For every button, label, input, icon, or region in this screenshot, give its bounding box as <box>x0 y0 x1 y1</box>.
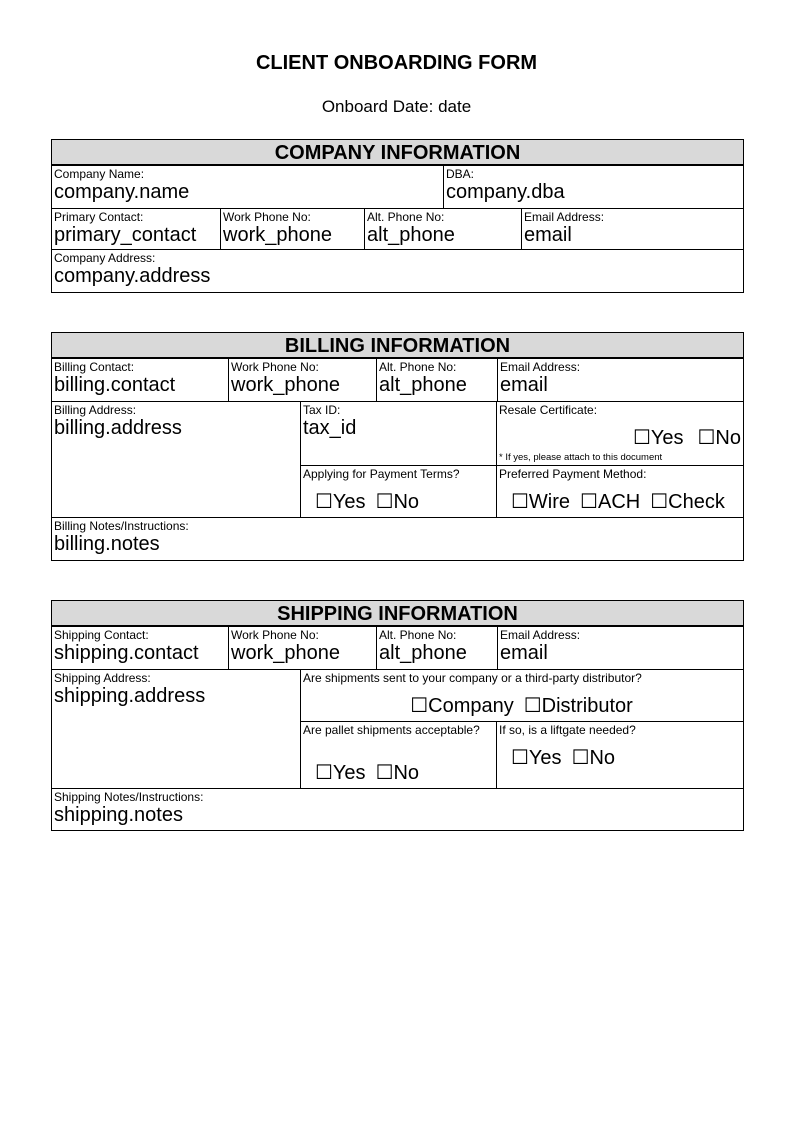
company-section-header: COMPANY INFORMATION <box>52 140 743 166</box>
company-alt-phone-value: alt_phone <box>367 224 455 246</box>
method-ach-checkbox[interactable]: ☐ACH <box>580 491 641 513</box>
tax-id-value: tax_id <box>303 417 357 439</box>
shipping-contact-value: shipping.contact <box>54 642 199 664</box>
resale-no-checkbox[interactable]: ☐No <box>697 427 741 449</box>
billing-work-phone-value: work_phone <box>231 374 340 396</box>
shipping-alt-phone-value: alt_phone <box>379 642 467 664</box>
shipping-work-phone-field[interactable] <box>228 627 376 669</box>
method-wire-checkbox[interactable]: ☐Wire <box>511 491 571 513</box>
liftgate-options <box>511 746 615 770</box>
shipping-work-phone-label: Work Phone No: <box>231 628 319 642</box>
method-check-checkbox[interactable]: ☐Check <box>650 491 725 513</box>
company-work-phone-field[interactable] <box>220 208 364 249</box>
company-section <box>51 139 744 293</box>
resale-yes-checkbox[interactable]: ☐Yes <box>632 427 684 449</box>
shipping-section <box>51 600 744 831</box>
destination-company-checkbox[interactable]: ☐Company <box>410 695 514 717</box>
primary-contact-value: primary_contact <box>54 224 197 246</box>
shipping-contact-field[interactable] <box>52 627 228 669</box>
resale-certificate-options <box>633 426 741 450</box>
company-dba-field[interactable] <box>443 166 743 208</box>
liftgate-no-checkbox[interactable]: ☐No <box>571 747 616 769</box>
payment-method-label: Preferred Payment Method: <box>499 467 647 481</box>
company-address-label: Company Address: <box>54 251 156 265</box>
pallet-shipments-field <box>300 721 496 788</box>
shipping-email-field[interactable] <box>497 627 743 669</box>
shipping-notes-field[interactable] <box>52 788 743 830</box>
billing-email-field[interactable] <box>497 359 743 401</box>
terms-yes-checkbox[interactable]: ☐Yes <box>315 491 366 513</box>
billing-address-label: Billing Address: <box>54 403 137 417</box>
liftgate-label: If so, is a liftgate needed? <box>499 723 636 737</box>
billing-work-phone-field[interactable] <box>228 359 376 401</box>
company-dba-value: company.dba <box>446 181 565 203</box>
company-dba-label: DBA: <box>446 167 475 181</box>
terms-no-checkbox[interactable]: ☐No <box>375 491 420 513</box>
billing-section <box>51 332 744 561</box>
shipping-address-field[interactable] <box>52 669 300 788</box>
shipping-address-label: Shipping Address: <box>54 671 151 685</box>
shipping-notes-value: shipping.notes <box>54 804 183 826</box>
liftgate-field <box>496 721 743 788</box>
billing-contact-value: billing.contact <box>54 374 176 396</box>
pallet-yes-checkbox[interactable]: ☐Yes <box>315 762 366 784</box>
company-email-value: email <box>524 224 572 246</box>
company-alt-phone-label: Alt. Phone No: <box>367 210 445 224</box>
shipping-address-value: shipping.address <box>54 685 206 707</box>
billing-address-field[interactable] <box>52 401 300 517</box>
billing-alt-phone-field[interactable] <box>376 359 497 401</box>
payment-terms-options <box>315 490 419 514</box>
company-email-label: Email Address: <box>524 210 605 224</box>
shipping-destination-label: Are shipments sent to your company or a third-party distributor? <box>303 671 642 685</box>
shipping-destination-options <box>301 694 742 718</box>
company-name-value: company.name <box>54 181 190 203</box>
shipping-section-header: SHIPPING INFORMATION <box>52 601 743 627</box>
billing-contact-field[interactable] <box>52 359 228 401</box>
pallet-no-checkbox[interactable]: ☐No <box>375 762 420 784</box>
resale-certificate-label: Resale Certificate: <box>499 403 598 417</box>
shipping-destination-field <box>300 669 743 721</box>
shipping-email-label: Email Address: <box>500 628 581 642</box>
billing-work-phone-label: Work Phone No: <box>231 360 319 374</box>
company-alt-phone-field[interactable] <box>364 208 521 249</box>
primary-contact-label: Primary Contact: <box>54 210 144 224</box>
billing-alt-phone-value: alt_phone <box>379 374 467 396</box>
primary-contact-field[interactable] <box>52 208 220 249</box>
shipping-notes-label: Shipping Notes/Instructions: <box>54 790 204 804</box>
shipping-email-value: email <box>500 642 548 664</box>
resale-certificate-field <box>496 401 743 465</box>
billing-section-header: BILLING INFORMATION <box>52 333 743 359</box>
resale-note: * If yes, please attach to this document <box>499 452 663 463</box>
billing-address-value: billing.address <box>54 417 182 439</box>
payment-method-field <box>496 465 743 517</box>
form-title: CLIENT ONBOARDING FORM <box>255 52 538 74</box>
billing-email-value: email <box>500 374 548 396</box>
shipping-work-phone-value: work_phone <box>231 642 340 664</box>
billing-email-label: Email Address: <box>500 360 581 374</box>
destination-distributor-checkbox[interactable]: ☐Distributor <box>523 695 633 717</box>
company-work-phone-label: Work Phone No: <box>223 210 311 224</box>
liftgate-yes-checkbox[interactable]: ☐Yes <box>511 747 562 769</box>
company-address-value: company.address <box>54 265 211 287</box>
tax-id-label: Tax ID: <box>303 403 341 417</box>
pallet-shipments-options <box>315 761 419 785</box>
payment-terms-field <box>300 465 496 517</box>
pallet-shipments-label: Are pallet shipments acceptable? <box>303 723 480 737</box>
shipping-contact-label: Shipping Contact: <box>54 628 149 642</box>
billing-alt-phone-label: Alt. Phone No: <box>379 360 457 374</box>
company-name-label: Company Name: <box>54 167 145 181</box>
tax-id-field[interactable] <box>300 401 496 465</box>
shipping-alt-phone-label: Alt. Phone No: <box>379 628 457 642</box>
billing-notes-value: billing.notes <box>54 533 160 555</box>
payment-terms-label: Applying for Payment Terms? <box>303 467 460 481</box>
shipping-alt-phone-field[interactable] <box>376 627 497 669</box>
billing-contact-label: Billing Contact: <box>54 360 135 374</box>
payment-method-options <box>511 490 725 514</box>
company-work-phone-value: work_phone <box>223 224 332 246</box>
company-address-field[interactable] <box>52 249 743 292</box>
onboard-date: Onboard Date: date <box>321 97 472 116</box>
company-email-field[interactable] <box>521 208 743 249</box>
billing-notes-field[interactable] <box>52 517 743 560</box>
company-name-field[interactable] <box>52 166 443 208</box>
billing-notes-label: Billing Notes/Instructions: <box>54 519 189 533</box>
